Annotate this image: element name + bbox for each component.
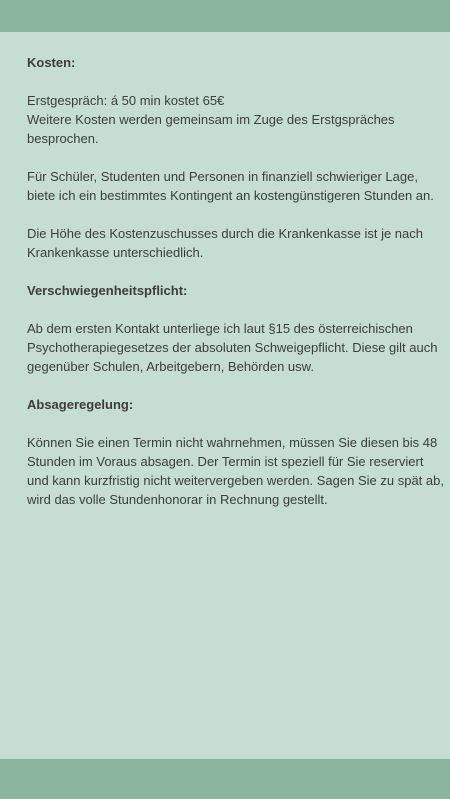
kosten-erstgespraech: Erstgespräch: á 50 min kostet 65€: [27, 93, 225, 108]
footer-bar: [0, 759, 450, 799]
absage-heading: Absageregelung:: [27, 397, 134, 412]
verschwiegenheit-heading: Verschwiegenheitspflicht:: [27, 283, 188, 298]
verschwiegenheit-text: Ab dem ersten Kontakt unterliege ich laut §15 des österreichischen Psychotherapiegesetzes der absoluten Schweigepflicht. Diese gilt auch gegenüber Schulen, Arbeitgebern, Behörden usw.: [27, 321, 438, 374]
kosten-krankenkasse: Die Höhe des Kostenzuschusses durch die Krankenkasse ist je nach Krankenkasse unterschiedlich.: [27, 226, 423, 260]
info-content: [27, 53, 445, 509]
absage-text: Können Sie einen Termin nicht wahrnehmen, müssen Sie diesen bis 48 Stunden im Voraus absagen. Der Termin ist speziell für Sie reserviert und kann kurzfristig nicht weitervergeben werden. Sagen Sie zu spät ab, wird das volle Stundenhonorar in Rechnung gestellt.: [27, 435, 444, 507]
kosten-kontingent: Für Schüler, Studenten und Personen in finanziell schwieriger Lage, biete ich ein bestimmtes Kontingent an kostengünstigeren Stunden an.: [27, 169, 434, 203]
kosten-heading: Kosten:: [27, 55, 76, 70]
kosten-weitere: Weitere Kosten werden gemeinsam im Zuge des Erstgspräches besprochen.: [27, 112, 395, 146]
header-bar: [0, 0, 450, 32]
